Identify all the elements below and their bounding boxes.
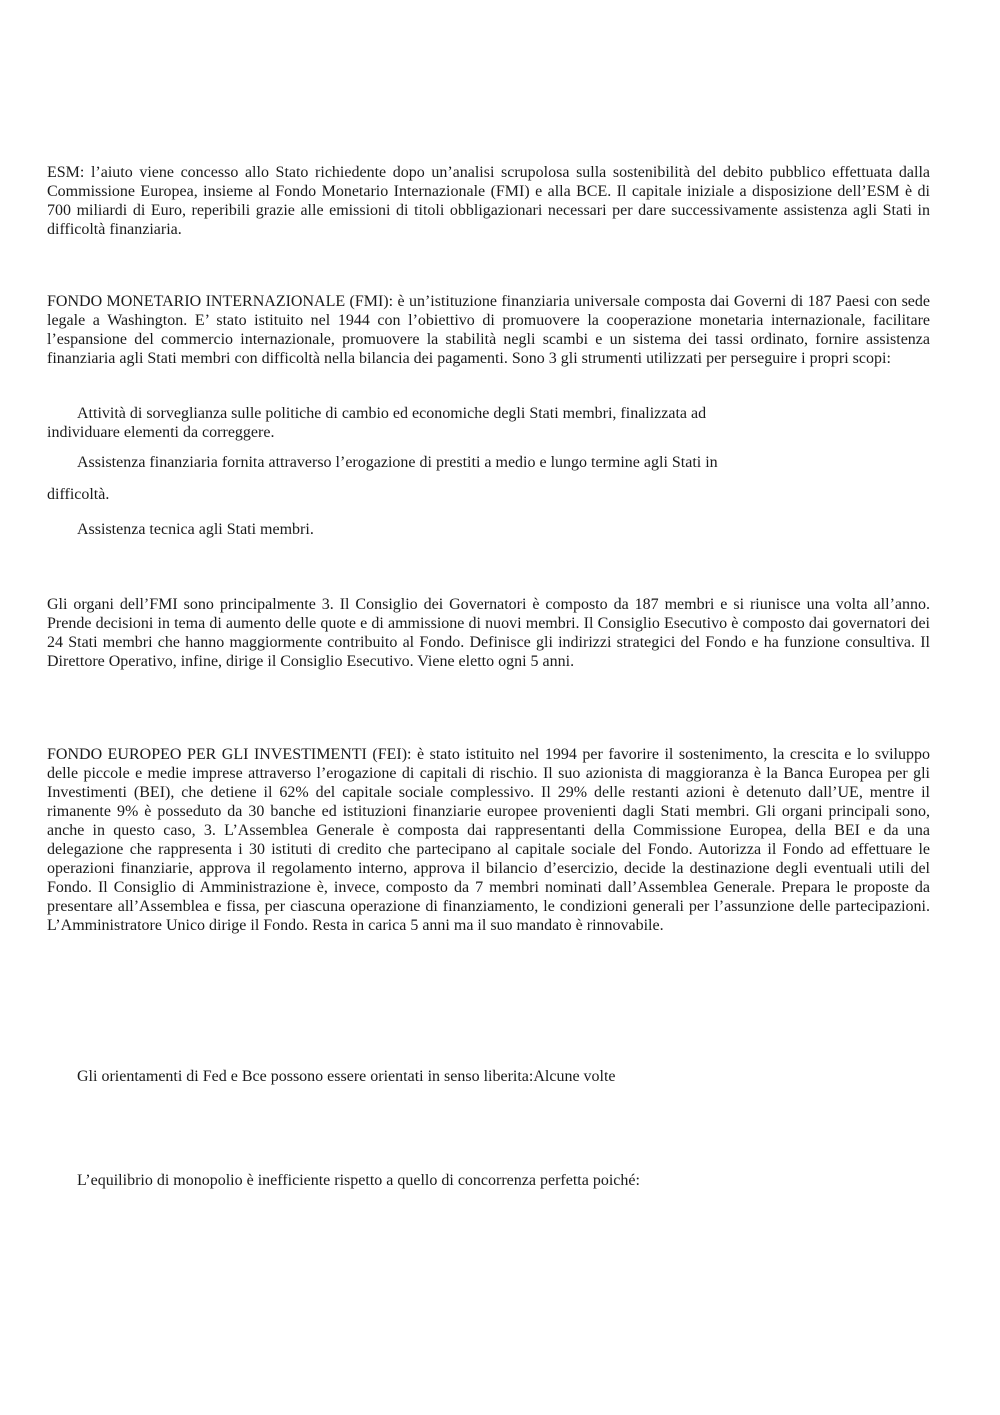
paragraph-fei: FONDO EUROPEO PER GLI INVESTIMENTI (FEI): è stato istituito nel 1994 per favorire il sostenimento, la crescita e lo sviluppo delle piccole e medie imprese attraverso l’erogazione di capitali di rischio. Il suo azionista di maggioranza è la Banca Europea per gli Investimenti (BEI), che detiene il 62% del capitale sociale complessivo. Il 29% delle restanti azioni è detenuto dall’UE, mentre il rimanente 9% è posseduto da 30 banche ed istituzioni finanziarie europee provenienti dagli Stati membri. Gli organi principali sono, anche in questo caso, 3. L’Assemblea Generale è composta dai rappresentanti della Commissione Europea, della BEI e da una delegazione che rappresenta i 30 istituti di credito che partecipano al capitale sociale del Fondo. Autorizza il Fondo ad effettuare le operazioni finanziarie, approva il regolamento interno, approva il bilancio d’esercizio, decide la destinazione degli eventuali utili del Fondo. Il Consiglio di Amministrazione è, invece, composto da 7 membri nominati dall’Assemblea Generale. Prepara le proposte da presentare all’Assemblea e fissa, per ciascuna operazione di finanziamento, le condizioni generali per l’assunzione delle partecipazioni. L’Amministratore Unico dirige il Fondo. Resta in carica 5 anni ma il suo mandato è rinnovabile. (47, 746, 930, 934)
list-item-assistenza-finanziaria: Assistenza finanziaria fornita attraverso l’erogazione di prestiti a medio e lungo termine agli Stati in (77, 454, 718, 471)
list-item-assistenza-finanziaria-continuation: difficoltà. (47, 486, 110, 503)
paragraph-organi-fmi: Gli organi dell’FMI sono principalmente 3. Il Consiglio dei Governatori è composto da 187 membri e si riunisce una volta all’anno. Prende decisioni in tema di aumento delle quote e di ammissione di nuovi membri. Il Consiglio Esecutivo è composto dai governatori dei 24 Stati membri che hanno maggiormente contribuito al Fondo. Definisce gli indirizzi strategici del Fondo e ha funzione consultiva. Il Direttore Operativo, infine, dirige il Consiglio Esecutivo. Viene eletto ogni 5 anni. (47, 596, 930, 670)
paragraph-esm: ESM: l’aiuto viene concesso allo Stato richiedente dopo un’analisi scrupolosa sulla sostenibilità del debito pubblico effettuata dalla Commissione Europea, insieme al Fondo Monetario Internazionale (FMI) e alla BCE. Il capitale iniziale a disposizione dell’ESM è di 700 miliardi di Euro, reperibili grazie alle emissioni di titoli obbligazionari necessari per dare successivamente assistenza agli Stati in difficoltà finanziaria. (47, 164, 930, 238)
question-monopolio: L’equilibrio di monopolio è inefficiente rispetto a quello di concorrenza perfetta poiché: (77, 1172, 640, 1189)
paragraph-fmi: FONDO MONETARIO INTERNAZIONALE (FMI): è un’istituzione finanziaria universale composta dai Governi di 187 Paesi con sede legale a Washington. E’ stato istituito nel 1944 con l’obiettivo di promuovere la cooperazione monetaria internazionale, facilitare l’espansione del commercio internazionale, promuovere la stabilità negli scambi e un sistema dei tassi ordinato, fornire assistenza finanziaria agli Stati membri con difficoltà nella bilancia dei pagamenti. Sono 3 gli strumenti utilizzati per perseguire i propri scopi: (47, 293, 930, 367)
list-item-sorveglianza: Attività di sorveglianza sulle politiche di cambio ed economiche degli Stati membri, finalizzata ad (77, 405, 707, 422)
question-fed-bce: Gli orientamenti di Fed e Bce possono essere orientati in senso liberita:Alcune volte (77, 1068, 616, 1085)
list-item-sorveglianza-continuation: individuare elementi da correggere. (47, 424, 275, 441)
list-item-assistenza-tecnica: Assistenza tecnica agli Stati membri. (77, 521, 314, 538)
